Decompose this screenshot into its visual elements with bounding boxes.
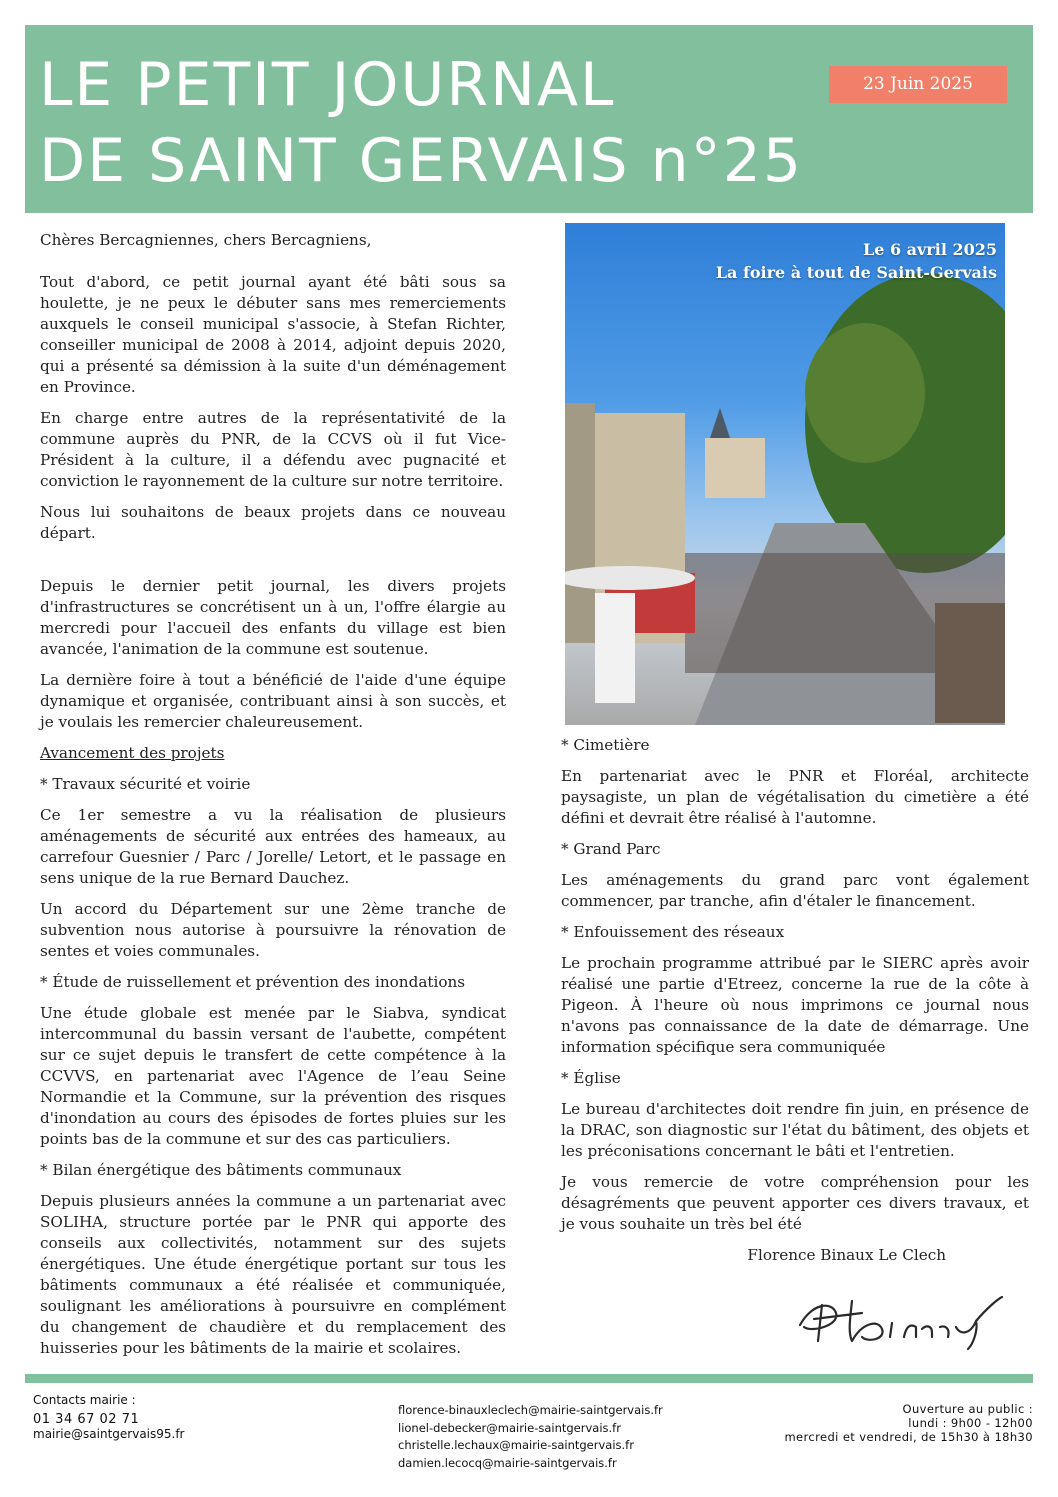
photo-caption [716, 238, 997, 284]
paragraph-projects: Depuis le dernier petit journal, les divers projets d'infrastructures se concrétisent un à un, l'offre élargie au mercredi pour l'accueil des enfants du village est bien avancée, l'animation de la commune est soutenue. [40, 577, 506, 658]
paragraph-role: En charge entre autres de la représentativité de la commune auprès du PNR, de la CCVS où il fut Vice-Président à la culture, il a défendu avec pugnacité et conviction le rayonnement de la culture sur notre territoire. [40, 409, 506, 490]
opening-monday: lundi : 9h00 - 12h00 [908, 1416, 1033, 1430]
people-right [935, 603, 1005, 723]
paragraph-ruissellement: Une étude globale est menée par le Siabva, syndicat intercommunal du bassin versant de l'aubette, compétent sur ce sujet depuis le transfert de cette compétence à la CCVVS, en partenariat avec l'Agence de l’eau Seine Normandie et la Commune, sur la prévention des risques d'inondation au cours des épisodes de fortes pluies sur les points bas de la commune et sur des cas particuliers. [40, 1004, 506, 1148]
masthead [25, 25, 1033, 213]
opening-wed-fri: mercredi et vendredi, de 15h30 à 18h30 [784, 1430, 1033, 1444]
heading-reseaux: * Enfouissement des réseaux [561, 923, 785, 941]
email-damien[interactable]: damien.lecocq@mairie-saintgervais.fr [398, 1455, 617, 1470]
heading-travaux: * Travaux sécurité et voirie [40, 775, 251, 793]
church-spire [710, 408, 730, 438]
house-back [705, 438, 765, 498]
left-column [40, 230, 506, 1369]
contacts-title: Contacts mairie : [33, 1393, 136, 1407]
right-column [561, 735, 1029, 1276]
email-lionel[interactable]: lionel-debecker@mairie-saintgervais.fr [398, 1420, 621, 1435]
paragraph-reseaux: Le prochain programme attribué par le SIERC après avoir réalisé une partie d'Etreez, concerne la rue de la côte à Pigeon. À l'heure où nous imprimons ce journal nous n'avons pas connaissance de la date de démarrage. Une information spécifique sera communiquée [561, 954, 1029, 1056]
paragraph-travaux-2: Un accord du Département sur une 2ème tranche de subvention nous autorise à poursuivre la rénovation de sentes et voies communales. [40, 900, 506, 960]
footer-opening-hours [784, 1402, 1033, 1444]
paragraph-bilan: Depuis plusieurs années la commune a un partenariat avec SOLIHA, structure portée par le PNR qui apporte des conseils aux collectivités, notamment sur des sujets énergétiques. Une étude énergétique portant sur tous les bâtiments communaux a été réalisée et communiquée, soulignant les améliorations à poursuivre en complément du changement de chaudière et du remplacement des huisseries pour les bâtiments de la mairie et scolaires. [40, 1192, 506, 1357]
heading-bilan: * Bilan énergétique des bâtiments communaux [40, 1161, 402, 1179]
building-left-edge [565, 403, 595, 643]
email-florence[interactable]: florence-binauxleclech@mairie-saintgervais.fr [398, 1403, 663, 1417]
handwritten-signature [792, 1283, 1006, 1353]
footer-contacts [33, 1393, 185, 1442]
caption-title: La foire à tout de Saint-Gervais [715, 263, 997, 282]
section-title-projects: Avancement des projets [40, 744, 225, 762]
signature-name: Florence Binaux Le Clech [747, 1246, 946, 1264]
title-line-1: LE PETIT JOURNAL [39, 50, 616, 120]
tree-right-2 [805, 323, 925, 463]
street-scene-illustration [565, 223, 1005, 725]
heading-eglise: * Église [561, 1069, 621, 1087]
heading-parc: * Grand Parc [561, 840, 661, 858]
title-line-2: DE SAINT GERVAIS n°25 [39, 126, 804, 196]
opening-title: Ouverture au public : [902, 1402, 1033, 1416]
heading-cimetiere: * Cimetière [561, 736, 650, 754]
contact-email-mairie[interactable]: mairie@saintgervais95.fr [33, 1427, 185, 1441]
email-christelle[interactable]: christelle.lechaux@mairie-saintgervais.fr [398, 1438, 634, 1452]
spacer [40, 554, 506, 576]
woman-white-coat [595, 593, 635, 703]
paragraph-travaux-1: Ce 1er semestre a vu la réalisation de plusieurs aménagements de sécurité aux entrées des hameaux, au carrefour Guesnier / Parc / Jorelle/ Letort, et le passage en sens unique de la rue Bernard Dauchez. [40, 806, 506, 887]
greeting: Chères Bercagniennes, chers Bercagniens, [40, 231, 372, 249]
paragraph-fair: La dernière foire à tout a bénéficié de l'aide d'une équipe dynamique et organisée, contribuant ainsi à son succès, et je voulais les remercier chaleureusement. [40, 671, 506, 731]
fair-photo [565, 223, 1005, 725]
footer-divider [25, 1374, 1033, 1383]
issue-date-badge: 23 Juin 2025 [829, 66, 1007, 103]
paragraph-cimetiere: En partenariat avec le PNR et Floréal, architecte paysagiste, un plan de végétalisation du cimetière a été défini et devrait être réalisé à l'automne. [561, 767, 1029, 827]
contact-phone: 01 34 67 02 71 [33, 1412, 140, 1427]
caption-date: Le 6 avril 2025 [862, 240, 997, 259]
journal-title [39, 47, 803, 199]
paragraph-parc: Les aménagements du grand parc vont également commencer, par tranche, afin d'étaler le financement. [561, 871, 1029, 910]
heading-ruissellement: * Étude de ruissellement et prévention des inondations [40, 973, 466, 991]
footer-emails [398, 1402, 663, 1472]
paragraph-thanks: Tout d'abord, ce petit journal ayant été bâti sous sa houlette, je ne peux le débuter sans mes remerciements auxquels le conseil municipal s'associe, à Stefan Richter, conseiller municipal de 2008 à 2014, adjoint depuis 2020, qui a présenté sa démission à la suite d'un déménagement en Province. [40, 273, 506, 396]
paragraph-eglise: Le bureau d'architectes doit rendre fin juin, en présence de la DRAC, son diagnostic sur l'état du bâtiment, des objets et les préconisations concernant le bâti et l'entretien. [561, 1100, 1029, 1160]
paragraph-closing: Je vous remercie de votre compréhension pour les désagréments que peuvent apporter ces divers travaux, et je vous souhaite un très bel été [561, 1173, 1029, 1233]
paragraph-wishes: Nous lui souhaitons de beaux projets dans ce nouveau départ. [40, 503, 506, 542]
